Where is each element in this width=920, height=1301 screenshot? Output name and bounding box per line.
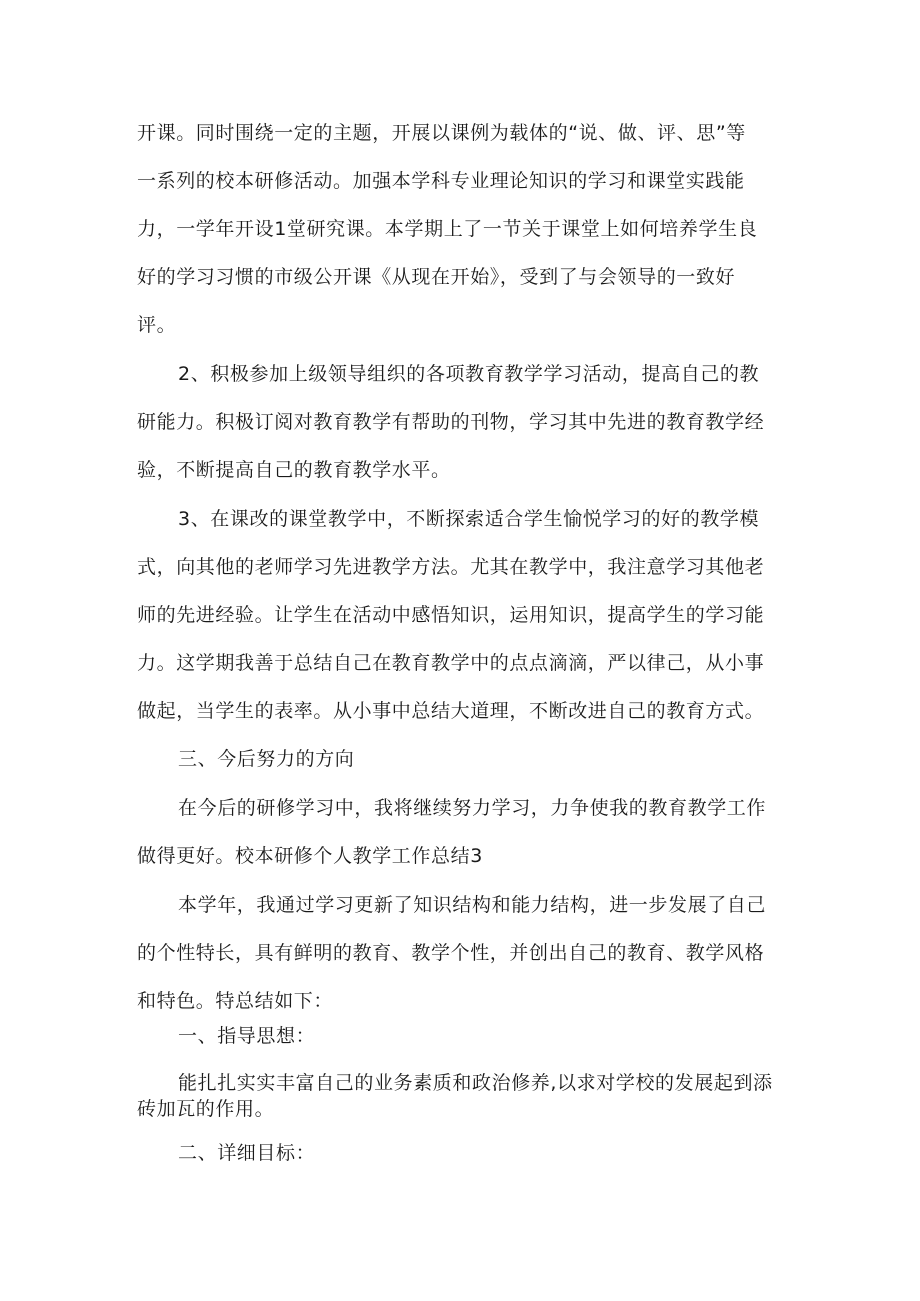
text-line: 砖加瓦的作用。 <box>137 1098 275 1120</box>
text-line: 力，一学年开设1堂研究课。本学期上了一节关于课堂上如何培养学生良 <box>137 218 758 240</box>
text-line: 能扎扎实实丰富自己的业务素质和政治修养,以求对学校的发展起到添 <box>178 1072 773 1094</box>
text-line: 评。 <box>137 314 177 336</box>
section-heading: 三、今后努力的方向 <box>178 748 355 770</box>
text-line: 研能力。积极订阅对教育教学有帮助的刊物，学习其中先进的教育教学经 <box>137 411 765 433</box>
text-line: 3、在课改的课堂教学中，不断探索适合学生愉悦学习的好的教学模 <box>178 508 760 530</box>
text-line: 和特色。特总结如下： <box>137 990 334 1012</box>
text-line: 师的先进经验。让学生在活动中感悟知识，运用知识，提高学生的学习能 <box>137 604 765 626</box>
text-line: 做起，当学生的表率。从小事中总结大道理，不断改进自己的教育方式。 <box>137 700 765 722</box>
text-line: 在今后的研修学习中，我将继续努力学习，力争使我的教育教学工作 <box>178 797 767 819</box>
text-line: 好的学习习惯的市级公开课《从现在开始》，受到了与会领导的一致好 <box>137 266 736 288</box>
text-line: 力。这学期我善于总结自己在教育教学中的点点滴滴，严以律己，从小事 <box>137 652 765 674</box>
text-line: 做得更好。校本研修个人教学工作总结3 <box>137 845 483 867</box>
text-line: 本学年，我通过学习更新了知识结构和能力结构，进一步发展了自己 <box>178 894 767 916</box>
text-line: 的个性特长，具有鲜明的教育、教学个性，并创出自己的教育、教学风格 <box>137 942 765 964</box>
text-line: 2、积极参加上级领导组织的各项教育教学学习活动，提高自己的教 <box>178 363 760 385</box>
text-line: 验，不断提高自己的教育教学水平。 <box>137 459 451 481</box>
text-line: 式，向其他的老师学习先进教学方法。尤其在教学中，我注意学习其他老 <box>137 556 765 578</box>
section-heading: 一、指导思想： <box>178 1025 316 1047</box>
text-line: 开课。同时围绕一定的主题，开展以课例为载体的“说、做、评、思”等 <box>137 122 746 144</box>
section-heading: 二、详细目标： <box>178 1142 316 1164</box>
text-line: 一系列的校本研修活动。加强本学科专业理论知识的学习和课堂实践能 <box>137 170 745 192</box>
